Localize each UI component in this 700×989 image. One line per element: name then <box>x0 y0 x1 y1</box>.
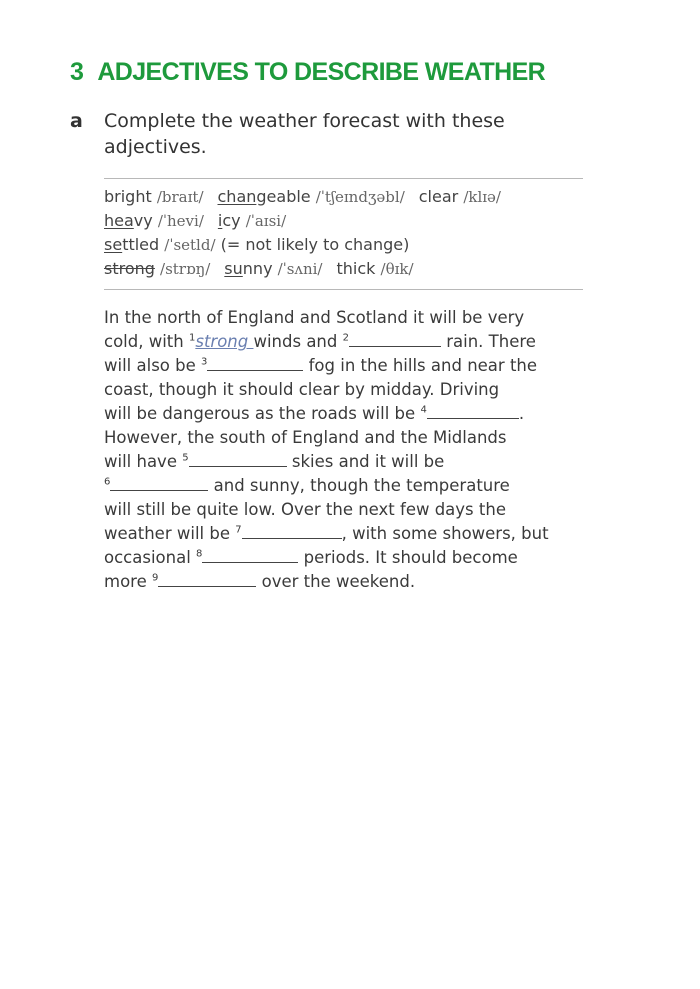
blank-7[interactable] <box>242 537 342 539</box>
word-box-row-2 <box>104 211 286 230</box>
exercise-number: 3 <box>70 58 84 86</box>
gap-number-8: 8 <box>196 548 203 560</box>
word-clear: clear /klɪə/ <box>418 187 501 206</box>
passage-line-6: However, the south of England and the Midlands <box>104 428 507 447</box>
task-letter: a <box>70 110 83 132</box>
word-sunny: sunny /ˈsʌni/ <box>224 259 323 278</box>
blank-3[interactable] <box>207 369 303 371</box>
word-settled: settled /ˈsetld/ (= not likely to change) <box>104 235 410 254</box>
word-box <box>104 178 583 290</box>
passage-line-5: will be dangerous as the roads will be $^4$ . <box>104 404 525 423</box>
passage-line-8: $^6$ and sunny, though the temperature <box>104 476 510 495</box>
word-strong: strong /strɒŋ/ <box>104 259 211 278</box>
word-icy: icy /ˈaɪsi/ <box>217 211 287 230</box>
gap-number-7: 7 <box>235 524 242 536</box>
passage-line-10: weather will be $^7$ , with some showers, but <box>104 524 549 543</box>
blank-5[interactable] <box>189 465 287 467</box>
forecast-passage <box>104 306 604 594</box>
passage-line-3: will also be $^3$ fog in the hills and near the <box>104 356 538 375</box>
word-bright: bright /braɪt/ <box>104 187 204 206</box>
passage-line-2: cold, with $^1$strong winds and $^2$ rain. There <box>104 332 536 351</box>
example-answer: strong <box>195 332 254 351</box>
passage-line-12: more $^9$ over the weekend. <box>104 572 416 591</box>
word-box-row-3 <box>104 235 409 254</box>
passage-line-7: will have $^5$ skies and it will be <box>104 452 445 471</box>
blank-6[interactable] <box>110 489 208 491</box>
gap-number-5: 5 <box>182 452 189 464</box>
word-changeable: changeable /ˈtʃeɪndʒəbl/ <box>217 187 405 206</box>
gap-number-6: 6 <box>104 476 111 488</box>
task-instruction: Complete the weather forecast with these adjectives. <box>104 110 505 158</box>
gap-number-2: 2 <box>342 332 349 344</box>
exercise-title: ADJECTIVES TO DESCRIBE WEATHER <box>97 58 546 86</box>
passage-line-1: In the north of England and Scotland it will be very <box>104 308 525 327</box>
blank-4[interactable] <box>427 417 519 419</box>
passage-line-11: occasional $^8$ periods. It should become <box>104 548 518 567</box>
passage-line-9: will still be quite low. Over the next few days the <box>104 500 506 519</box>
exercise-heading <box>70 58 545 87</box>
gap-number-4: 4 <box>420 404 427 416</box>
passage-line-4: coast, though it should clear by midday. Driving <box>104 380 500 399</box>
word-box-row-4 <box>104 259 414 278</box>
gap-number-9: 9 <box>152 572 159 584</box>
blank-2[interactable] <box>349 345 441 347</box>
gap-number-1: 1 <box>188 332 196 344</box>
blank-9[interactable] <box>158 585 256 587</box>
word-box-row-1 <box>104 187 501 206</box>
word-thick: thick /θɪk/ <box>336 259 414 278</box>
blank-8[interactable] <box>202 561 298 563</box>
gap-number-3: 3 <box>201 356 208 368</box>
word-heavy: heavy /ˈhevi/ <box>104 211 204 230</box>
